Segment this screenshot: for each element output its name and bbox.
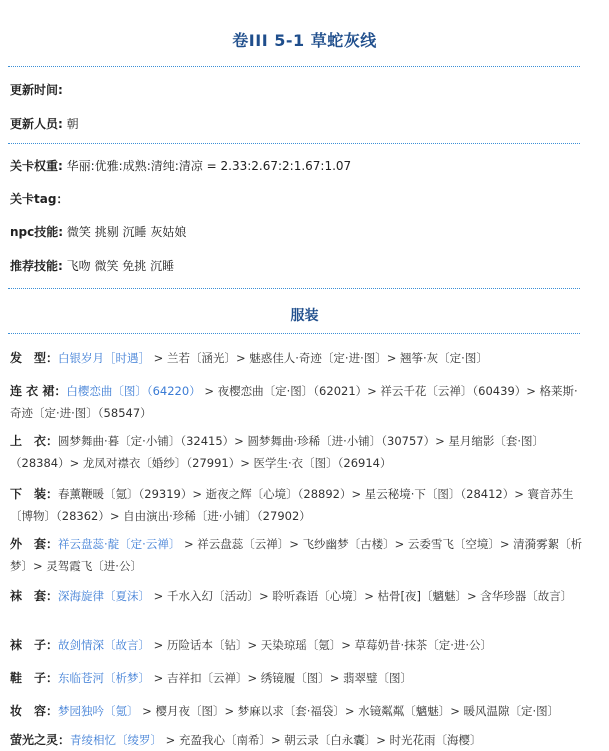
row-label: 萤光之灵： — [10, 733, 71, 747]
row-label: 袜 套： — [10, 589, 59, 603]
row-rest: 春薰鞭暖〔氪〕（29319）> 逝夜之辉〔心境〕（28892）> 星云秘境·下〔图〕（28412）> 寰音苏生〔博物〕（28362）> 自由演出·珍稀〔进·小铺〕（27902） — [10, 487, 574, 523]
row-label: 鞋 子： — [10, 671, 59, 685]
row-rest: > 千水入幻〔活动〕> 聆听森语〔心境〕> 枯骨[夜]〔魑魅〕> 含华珍器〔故言〕 — [150, 589, 573, 603]
row-highlight: 东临苍河〔析梦〕 — [58, 671, 151, 685]
updater-label: 更新人员: — [10, 117, 63, 131]
divider-top — [8, 66, 580, 67]
row-rest: > 充盈我心〔南希〕> 朝云录〔白永囊〕> 时光花雨〔海樱〕 — [162, 733, 482, 747]
recommended-skills — [10, 258, 174, 274]
row-highlight: 深海旋律〔夏沫〕 — [58, 589, 151, 603]
row-rest: 圆梦舞曲·暮〔定·小铺〕（32415）> 圆梦舞曲·珍稀〔进·小铺〕（30757）> 星月缩影〔套·图〕（28384）> 龙凤对襟衣〔婚纱〕（27991）> 医学生·衣〔图〕（26914） — [10, 434, 545, 470]
updater-value: 朝 — [66, 117, 79, 131]
row-rest: > 兰若〔涵光〕> 魅惑佳人·奇迹〔定·进·图〕> 翘筝·灰〔定·图〕 — [150, 351, 488, 365]
row-rest: > 夜樱恋曲〔定·图〕（62021）> 祥云千花〔云禅〕（60439）> 格莱斯·奇迹〔定·进·图〕（58547） — [10, 384, 578, 420]
clothing-section-title: 服装 — [290, 308, 319, 324]
row-label: 下 装： — [10, 487, 59, 501]
row-label: 发 型： — [10, 351, 59, 365]
row-highlight: 梦园独吟〔氪〕 — [58, 704, 139, 718]
row-rest: > 吉祥扣〔云禅〕> 绣镜履〔图〕> 翡翠璧〔图〕 — [150, 671, 413, 685]
update-time — [10, 82, 63, 98]
row-label: 外 套： — [10, 537, 59, 551]
recommend-value: 飞吻 微笑 免挑 沉睡 — [66, 259, 175, 273]
row-rest: > 樱月夜〔图〕> 梦麻以求〔套·福袋〕> 水镜粼粼〔魑魅〕> 暖风温隙〔定·图〕 — [138, 704, 560, 718]
npc-skills — [10, 224, 186, 240]
divider-skills — [8, 288, 580, 289]
stage-weight — [10, 158, 351, 174]
row-label: 妆 容： — [10, 704, 59, 718]
row-highlight: 故剑情深〔故言〕 — [58, 638, 151, 652]
row-socks — [10, 634, 584, 656]
row-hair — [10, 347, 584, 369]
divider-meta — [8, 143, 580, 144]
row-rest: > 历险话本〔钻〕> 天染琼瑶〔氪〕> 草莓奶昔·抹茶〔定·进·公〕 — [150, 638, 493, 652]
row-bottom — [10, 483, 584, 527]
row-dress — [10, 380, 584, 424]
row-label: 袜 子： — [10, 638, 59, 652]
row-socks-cover — [10, 585, 584, 607]
row-highlight: 青绫相忆〔绫罗〕 — [70, 733, 163, 747]
row-highlight: 祥云盘蕊·靛〔定·云禅〕 — [58, 537, 181, 551]
row-label: 上 衣： — [10, 434, 59, 448]
row-highlight: 白樱恋曲〔图〕（64220） — [66, 384, 201, 398]
updater — [10, 116, 79, 132]
page-title: 卷III 5-1 草蛇灰线 — [232, 31, 377, 50]
row-coat — [10, 533, 584, 577]
row-top — [10, 430, 584, 474]
row-rest: > 祥云盘蕊〔云禅〕> 飞纱幽梦〔古楼〕> 云委雪飞〔空境〕> 清漪雾絮〔析梦〕> 灵驾霞飞〔进·公〕 — [10, 537, 583, 573]
row-firefly-spirit — [10, 729, 584, 751]
stage-tag — [10, 191, 68, 207]
row-label: 连 衣 裙： — [10, 384, 67, 398]
npc-label: npc技能: — [10, 225, 64, 239]
recommend-label: 推荐技能: — [10, 259, 63, 273]
row-highlight: 白银岁月［时遇］ — [58, 351, 151, 365]
weight-value: 华丽:优雅:成熟:清纯:清凉 = 2.33:2.67:2:1.67:1.07 — [66, 159, 352, 173]
update-time-label: 更新时间: — [10, 83, 63, 97]
divider-clothing — [8, 333, 580, 334]
row-makeup — [10, 700, 584, 722]
npc-value: 微笑 挑剔 沉睡 灰姑娘 — [66, 225, 187, 239]
row-shoes — [10, 667, 584, 689]
tag-label: 关卡tag： — [10, 192, 69, 206]
weight-label: 关卡权重: — [10, 159, 63, 173]
